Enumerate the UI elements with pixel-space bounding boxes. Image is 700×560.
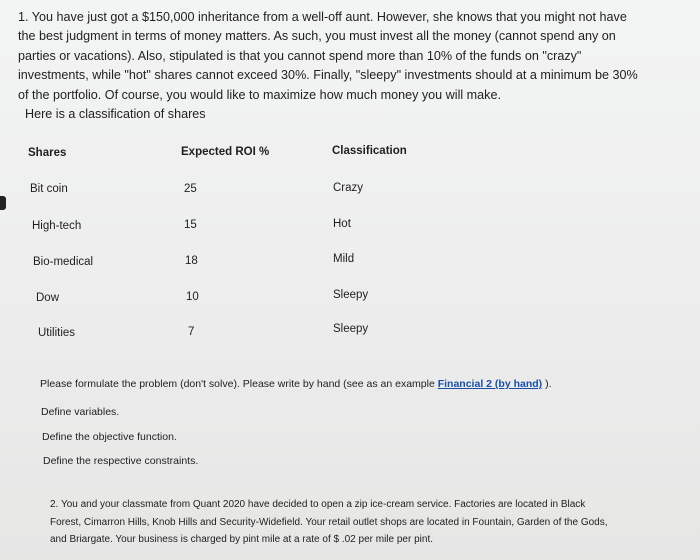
header-classification: Classification (332, 145, 407, 157)
define-constraints: Define the respective constraints. (43, 455, 199, 467)
instruction-line-1 (40, 378, 552, 390)
header-shares: Shares (28, 147, 67, 159)
row-3-roi: 18 (185, 255, 198, 267)
table-intro: Here is a classification of shares (25, 107, 206, 121)
row-3-class: Mild (333, 253, 355, 265)
row-4-roi: 10 (186, 291, 199, 303)
row-2-share: High-tech (32, 220, 82, 232)
financial-2-link[interactable]: Financial 2 (by hand) (437, 378, 543, 390)
row-3-share: Bio-medical (33, 256, 94, 268)
row-2-roi: 15 (184, 219, 197, 231)
define-objective: Define the objective function. (42, 431, 177, 443)
row-4-share: Dow (36, 292, 60, 304)
define-variables: Define variables. (41, 406, 120, 418)
row-1-share: Bit coin (30, 183, 68, 195)
row-5-share: Utilities (38, 327, 76, 339)
row-1-roi: 25 (184, 183, 197, 195)
row-5-roi: 7 (188, 326, 195, 338)
instruction-text: Please formulate the problem (don't solve). Please write by hand (see as an example (40, 378, 438, 390)
question-1-paragraph: 1. You have just got a $150,000 inheritance from a well-off aunt. However, she knows that you might not have the best judgment in terms of money matters. As such, you must invest all the money (cannot spend any on parties or vacations). Also, stipulated is that you cannot spend more than 10% of the funds on "crazy" investments, while "hot" shares cannot exceed 30%. Finally, "sleepy" investments should at a minimum be 30% of the portfolio. Of course, you would like to maximize how much money you will make. (18, 10, 638, 102)
header-expected-roi: Expected ROI % (181, 146, 270, 158)
row-4-class: Sleepy (333, 289, 369, 301)
row-5-class: Sleepy (333, 323, 369, 335)
row-2-class: Hot (333, 218, 351, 230)
row-1-class: Crazy (333, 182, 364, 194)
question-2-paragraph: 2. You and your classmate from Quant 2020 have decided to open a zip ice-cream service. Factories are located in Black Forest, Cimarron Hills, Knob Hills and Security-Widefield. Your retail outlet shops are located in Fountain, Garden of the Gods, and Briargate. Your business is charged by pint mile at a rate of $ .02 per mile per pint. (50, 499, 608, 545)
instruction-suffix: ). (542, 378, 552, 390)
